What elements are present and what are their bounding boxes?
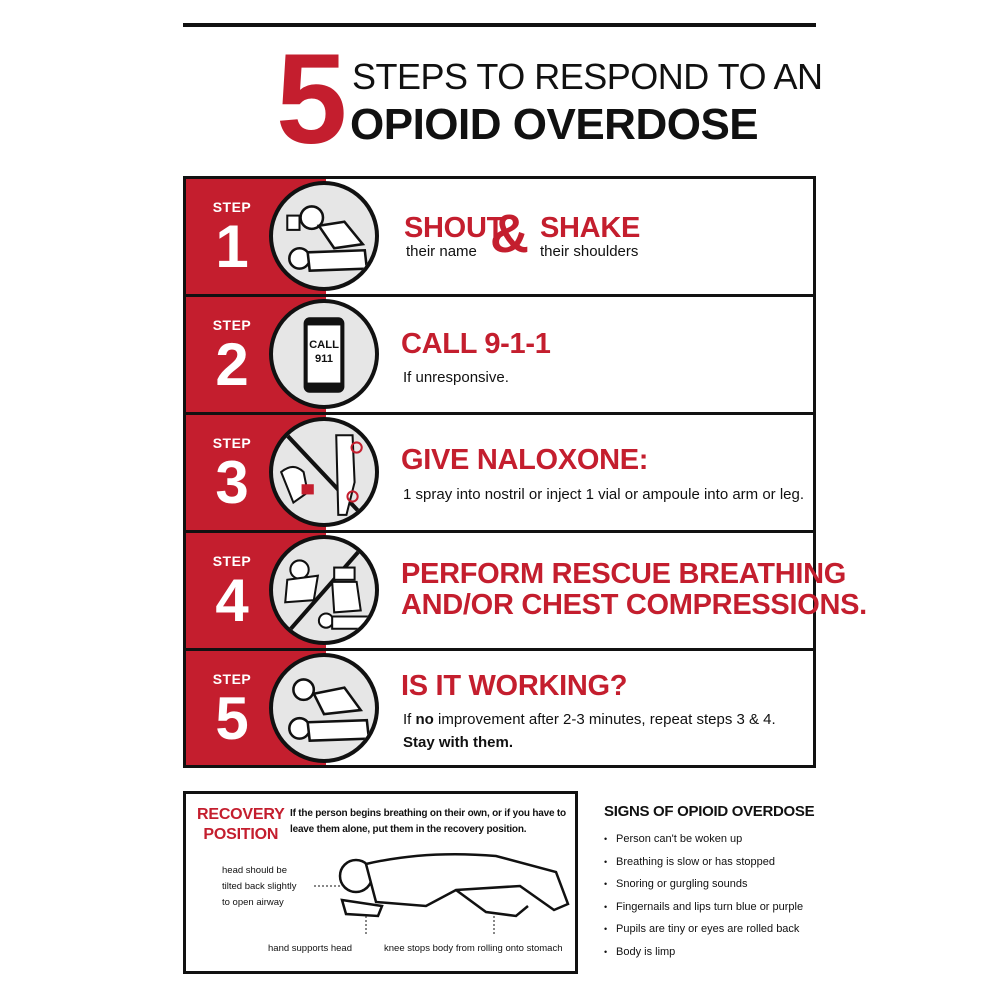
note-hand: hand supports head: [268, 943, 352, 954]
step4-title-l2: AND/OR CHEST COMPRESSIONS.: [401, 589, 867, 621]
list-item: • Fingernails and lips turn blue or purple: [604, 896, 824, 919]
recovery-title-l2: POSITION: [203, 826, 279, 843]
step-number: 3: [215, 449, 249, 516]
step1-title-a: SHOUT: [404, 212, 505, 244]
step-5: [186, 651, 813, 765]
step3-desc: 1 spray into nostril or inject 1 vial or ampoule into arm or leg.: [403, 486, 805, 503]
step-label: STEP: [212, 435, 252, 451]
step5-desc-bold: no: [415, 711, 434, 728]
note-head-l3: to open airway: [222, 897, 284, 908]
recovery-text: If the person begins breathing on their own, or if you have to leave them alone, put them in the recovery position.: [290, 808, 566, 835]
step5-desc-post: improvement after 2-3 minutes, repeat steps 3 & 4.: [433, 711, 776, 728]
recovery-figure-icon: [306, 846, 576, 946]
step-number: 5: [215, 685, 249, 752]
list-item: • Breathing is slow or has stopped: [604, 851, 824, 874]
naloxone-icon: [269, 417, 379, 527]
step-4: [186, 533, 867, 648]
step-label: STEP: [212, 199, 252, 215]
phone-text-l2: 911: [314, 353, 334, 366]
rescue-breathing-icon: [269, 535, 379, 645]
list-item: • Person can't be woken up: [604, 828, 824, 851]
note-head-l1: head should be: [222, 865, 287, 876]
step-number: 1: [215, 213, 249, 280]
step-label: STEP: [212, 317, 252, 333]
steps-panel: [183, 176, 867, 768]
step5-desc: [403, 709, 776, 731]
header-line2: OPIOID OVERDOSE: [350, 100, 759, 149]
step2-title: CALL 9-1-1: [401, 328, 551, 360]
phone-call-icon: [269, 299, 379, 409]
note-knee: knee stops body from rolling onto stomach: [384, 943, 563, 954]
step-label: STEP: [212, 671, 252, 687]
top-rule: [183, 23, 816, 27]
step1-sub-b: their shoulders: [540, 243, 639, 260]
step-2: [186, 297, 813, 412]
recovery-title: [197, 805, 285, 845]
step-3: [186, 415, 813, 530]
step-label: STEP: [212, 553, 252, 569]
header-line1: STEPS TO RESPOND TO AN: [352, 56, 823, 97]
step1-sub-a: their name: [406, 243, 477, 260]
signs-of-overdose: [604, 800, 824, 964]
check-person-icon: [269, 653, 379, 763]
signs-title: SIGNS OF OPIOID OVERDOSE: [604, 803, 815, 820]
step3-title: GIVE NALOXONE:: [401, 444, 649, 476]
step2-desc: If unresponsive.: [403, 369, 509, 386]
list-item: • Body is limp: [604, 941, 824, 964]
step5-title: IS IT WORKING?: [401, 670, 628, 702]
step5-desc-l2: Stay with them.: [403, 734, 514, 751]
step1-ampersand: &: [490, 204, 529, 264]
step5-desc-pre: If: [403, 711, 416, 728]
shout-shake-icon: [269, 181, 379, 291]
step1-title-b: SHAKE: [540, 212, 641, 244]
recovery-title-l1: RECOVERY: [197, 806, 285, 823]
step-number: 2: [215, 331, 249, 398]
list-item: • Snoring or gurgling sounds: [604, 873, 824, 896]
recovery-position-box: [183, 791, 578, 974]
header-number: 5: [276, 28, 344, 171]
step-1: [186, 179, 813, 294]
step-number: 4: [215, 567, 249, 634]
signs-list: [604, 828, 824, 964]
list-item: • Pupils are tiny or eyes are rolled back: [604, 918, 824, 941]
note-head-l2: tilted back slightly: [222, 881, 297, 892]
step4-title-l1: PERFORM RESCUE BREATHING: [401, 558, 847, 590]
phone-text-l1: CALL: [309, 338, 339, 351]
